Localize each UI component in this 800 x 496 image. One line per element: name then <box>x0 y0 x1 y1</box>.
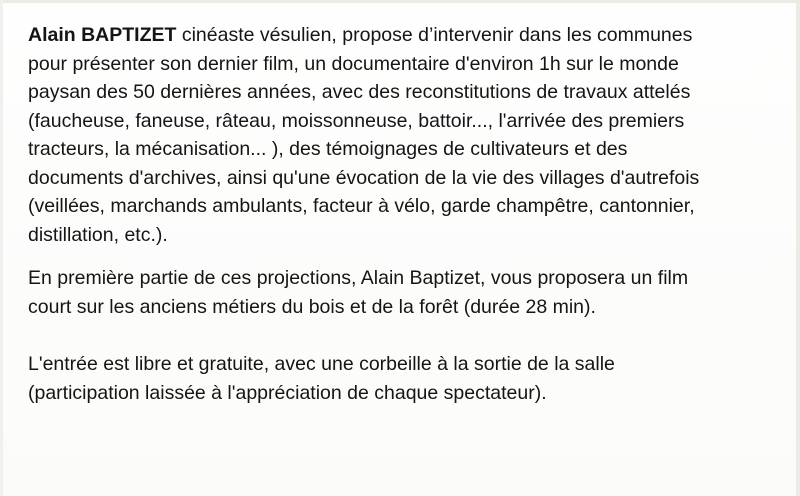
text-line: tracteurs, la mécanisation... ), des témoignages de cultivateurs et des <box>28 138 628 160</box>
text-line <box>28 21 788 50</box>
paragraph-spacer <box>28 249 788 264</box>
paragraph-first-part <box>28 264 788 321</box>
text-line: En première partie de ces projections, Alain Baptizet, vous proposera un film <box>28 267 689 289</box>
paragraph-spacer <box>28 321 788 350</box>
author-name: Alain BAPTIZET <box>28 24 177 46</box>
text-line: (faucheuse, faneuse, râteau, moissonneuse, battoir..., l'arrivée des premiers <box>28 109 685 132</box>
page-top-edge <box>0 0 800 3</box>
page-left-edge <box>0 0 3 496</box>
text-line: L'entrée est libre et gratuite, avec une corbeille à la sortie de la salle <box>28 353 615 375</box>
text-line: documents d'archives, ainsi qu'une évocation de la vie des villages d'autrefois <box>28 166 700 189</box>
page-right-edge <box>796 0 800 496</box>
paragraph-entry-info <box>28 350 788 407</box>
text-line: paysan des 50 dernières années, avec des reconstitutions de travaux attelés <box>28 81 691 103</box>
text-line: distillation, etc.). <box>28 223 168 246</box>
text-line: pour présenter son dernier film, un documentaire d'environ 1h sur le monde <box>28 52 679 75</box>
text-line: (veillées, marchands ambulants, facteur à vélo, garde champêtre, cantonnier, <box>28 195 695 217</box>
text-line: court sur les anciens métiers du bois et de la forêt (durée 28 min). <box>28 295 596 318</box>
paragraph-film-presentation <box>28 21 788 249</box>
document-text <box>28 21 788 407</box>
text-line: (participation laissée à l'appréciation de chaque spectateur). <box>28 381 547 404</box>
text-segment: cinéaste vésulien, propose d’intervenir dans les communes <box>176 24 693 46</box>
